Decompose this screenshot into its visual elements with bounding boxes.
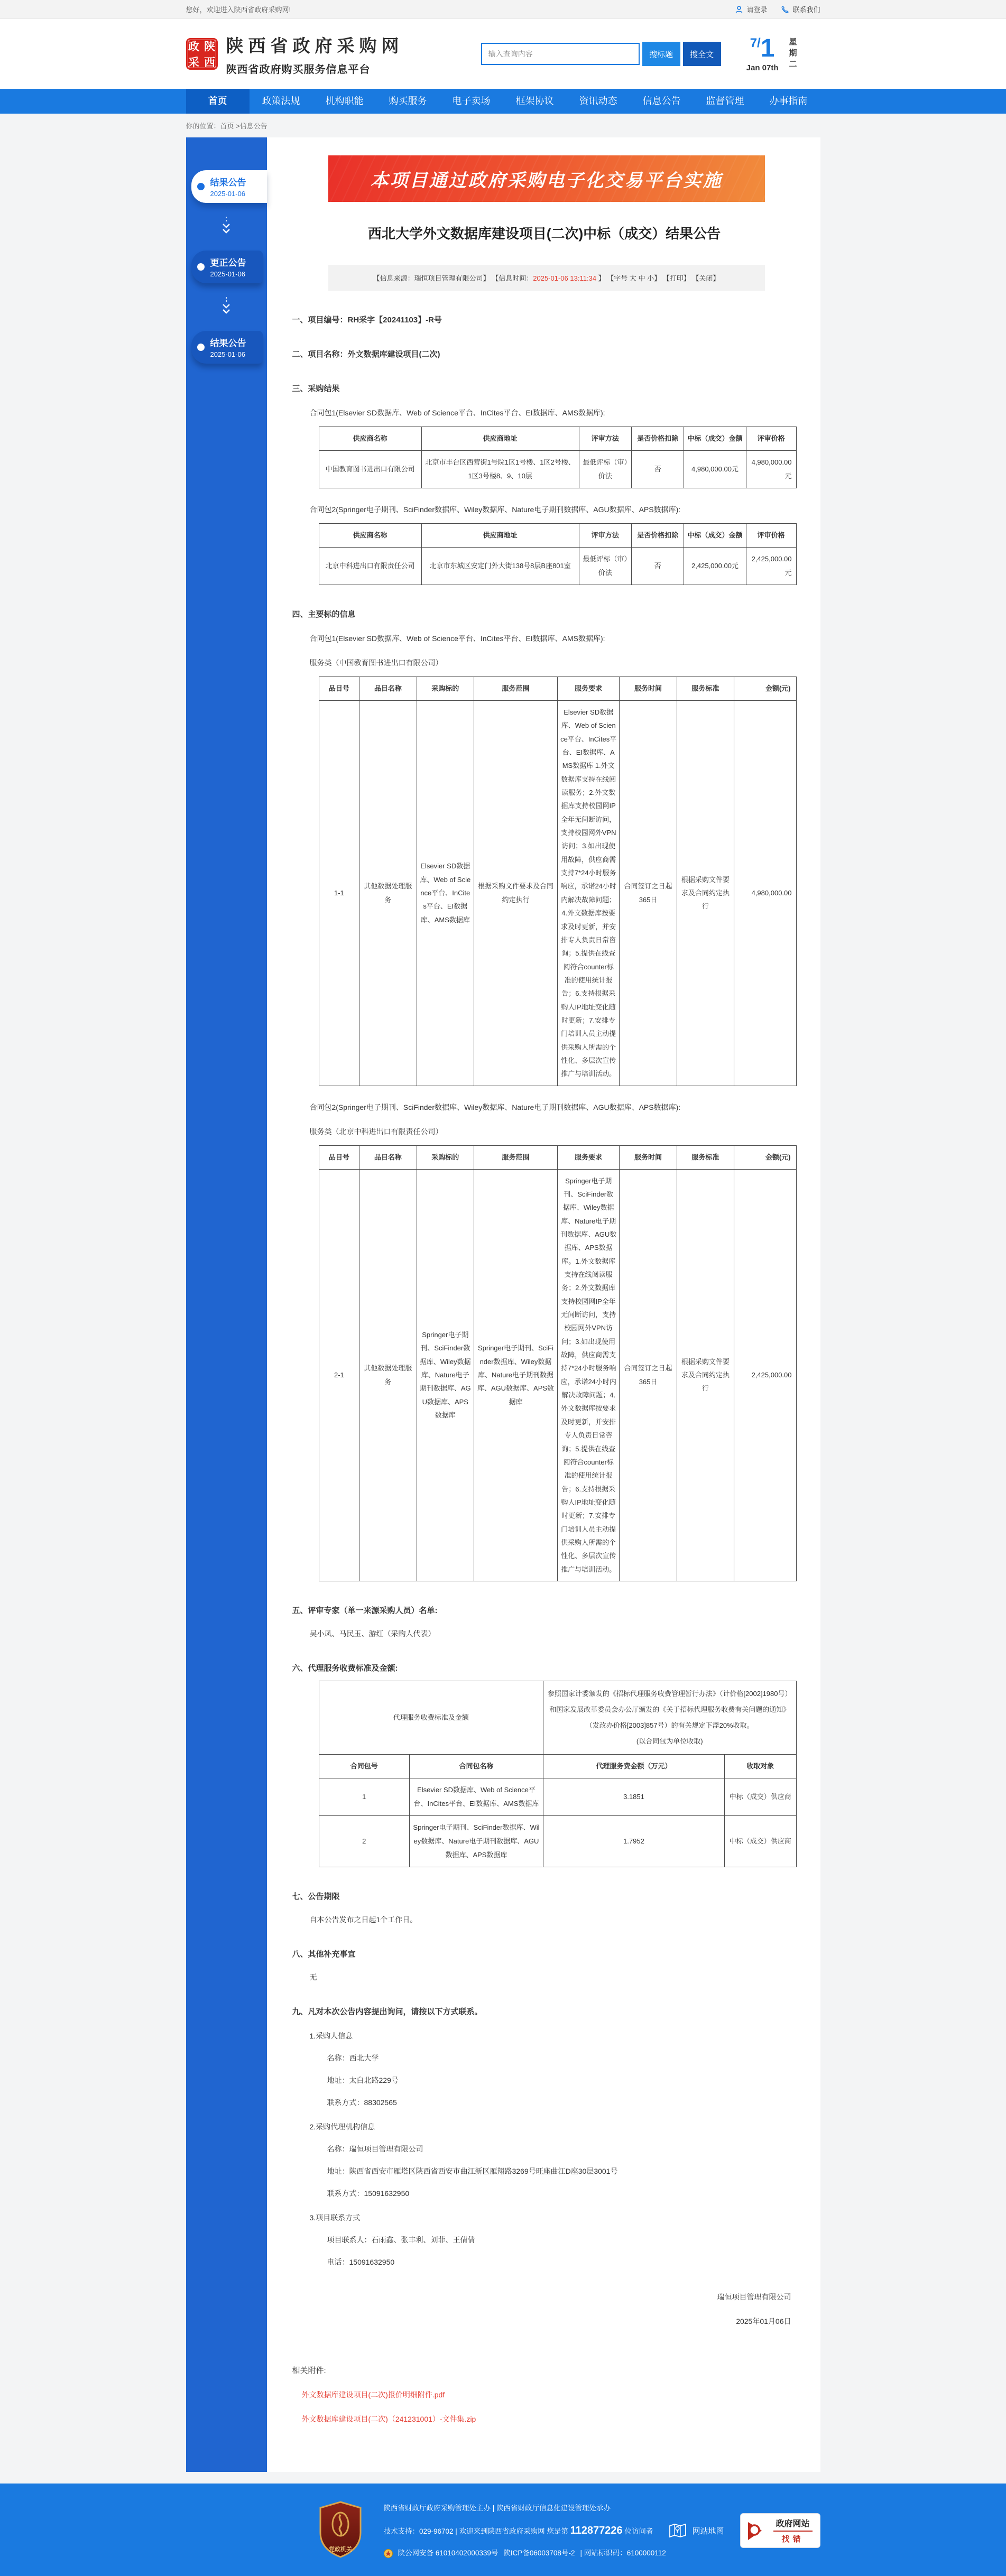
icp-filing-link[interactable]: 陕ICP备06003708号-2 xyxy=(503,2544,575,2562)
agency-fee-table: 代理服务收费标准及金额 参照国家计委颁发的《招标代理服务收费管理暂行办法》（计价格[2002]1980号）和国家发展改革委员会办公厅颁发的《关于招标代理服务收费有关问题的通知》（发改办价格[2003]857号）的有关规定下浮20%收取。 (以合同包为单位收取) 合同包号 合同包名称 代理服务费金额（万元） 收取对象 1 Elsevier SD数据库、Web of Science平台、InCites平台、EI数据库、AMS数据库 3.1851 中标（成交）供应商 2 Springer电子期刊、SciFinder数据库、Wiley数据库、Nature电子期刊数据库、AGU数据库、APS数据库 1.7952 中标（成交）供应商 xyxy=(319,1681,797,1867)
police-badge-icon xyxy=(384,2549,393,2558)
nav-home[interactable]: 首页 xyxy=(186,89,250,114)
subject-table-package2: 品目号 品目名称 采购标的 服务范围 服务要求 服务时间 服务标准 金额(元) 2-1 其他数据处理服务 Springer电子期刊、SciFinder数据库、Wiley数据库、Nature电子期刊数据库、AGU数据库、APS数据库 Springer电子期刊、SciFinder数据库、Wiley数据库、Nature电子期刊数据库、AGU数据库、APS数据库 Springer电子期刊、SciFinder数据库、Wiley数据库、Nature电子期刊数据库、AGU数据库、APS数据库。1.外文数据库支持在线阅读服务；2.外文数据库支持校园网IP全年无间断访问，支持校园网外VPN访问；3.如出现使用故障，供应商需支持7*24小时服务响应，承诺24小时内解决故障问题；4.外文数据库按要求及时更新，并安排专人负责日常咨询；5.提供在线查阅符合counter标准的使用统计报告；6.支持根据采购人IP地址变化随时更新；7.安排专门培训人员主动提供采购人所需的个性化、多层次宣传推广与培训活动。 合同签订之日起365日 根据采购文件要求及合同约定执行 2,425,000.00 xyxy=(319,1145,797,1581)
contact-us-link[interactable]: 联系我们 xyxy=(781,4,820,14)
package1-caption: 合同包1(Elsevier SD数据库、Web of Science平台、InCites平台、EI数据库、AMS数据库): xyxy=(310,407,797,418)
timeline-item-result-1[interactable]: 结果公告 2025-01-06 xyxy=(191,170,267,203)
agency-name: 名称：瑞恒项目管理有限公司 xyxy=(327,2144,797,2154)
project-contacts: 项目联系人：石雨鑫、张丰利、刘菲、王倩倩 xyxy=(327,2235,797,2245)
site-id-code: | 网站标识码：6100000112 xyxy=(580,2544,666,2562)
footer-support: 技术支持：029-96702 | 欢迎来到陕西省政府采购网 您是第 112877226 位访问者 xyxy=(384,2517,666,2544)
table-row: 2 Springer电子期刊、SciFinder数据库、Wiley数据库、Nature电子期刊数据库、AGU数据库、APS数据库 1.7952 中标（成交）供应商 xyxy=(319,1815,796,1867)
login-link[interactable]: 请登录 xyxy=(735,4,767,14)
breadcrumb-home[interactable]: 首页 xyxy=(220,122,234,130)
svg-text:党政机关: 党政机关 xyxy=(329,2545,352,2553)
section-subject-info: 四、主要标的信息 xyxy=(292,608,797,619)
experts-list: 吴小凤、马民玉、游红（采购人代表） xyxy=(310,1628,797,1639)
subject-package2-type: 服务类（北京中科进出口有限责任公司） xyxy=(310,1126,797,1137)
section-project-name: 二、项目名称：外文数据库建设项目(二次) xyxy=(292,348,797,359)
gov-site-error-report-badge[interactable]: 政府网站 找错 xyxy=(740,2513,820,2548)
subject-package1-type: 服务类（中国教育图书进出口有限公司） xyxy=(310,657,797,668)
user-icon xyxy=(735,5,743,14)
purchaser-name: 名称：西北大学 xyxy=(327,2053,797,2063)
timeline-arrow-icon xyxy=(186,283,267,331)
result-table-package2: 供应商名称 供应商地址 评审方法 是否价格扣除 中标（成交）金额 评审价格 北京中科进出口有限责任公司 北京市东城区安定门外大街138号8层B座801室 最低评标（审）价法 否 2,425,000.00元 2,425,000.00元 xyxy=(319,523,797,585)
site-header xyxy=(0,19,1006,89)
attachment-pdf-link[interactable]: 外文数据库建设项目(二次)报价明细附件.pdf xyxy=(302,2389,797,2400)
table-row: 中国教育图书进出口有限公司 北京市丰台区西营街1号院1区1号楼、1区2号楼、1区3号楼8、9、10层 最低评标（审）价法 否 4,980,000.00元 4,980,000.00元 xyxy=(319,451,796,488)
nav-supervision[interactable]: 监督管理 xyxy=(694,89,757,114)
phone-icon xyxy=(781,5,789,14)
fee-standard-desc: 参照国家计委颁发的《招标代理服务收费管理暂行办法》（计价格[2002]1980号）和国家发展改革委员会办公厅颁发的《关于招标代理服务收费有关问题的通知》（发改办价格[2003]857号）的有关规定下浮20%收取。 (以合同包为单位收取) xyxy=(543,1681,796,1754)
search-input[interactable] xyxy=(481,43,640,65)
subject-package1-caption: 合同包1(Elsevier SD数据库、Web of Science平台、InCites平台、EI数据库、AMS数据库): xyxy=(310,633,797,644)
other-matters-body: 无 xyxy=(310,1972,797,1982)
agency-phone: 联系方式：15091632950 xyxy=(327,2188,797,2199)
date-weekday: 星期二 xyxy=(787,38,798,71)
purchaser-phone: 联系方式：88302565 xyxy=(327,2097,797,2108)
search-title-button[interactable]: 搜标题 xyxy=(642,42,680,66)
subject-table-package1: 品目号 品目名称 采购标的 服务范围 服务要求 服务时间 服务标准 金额(元) 1-1 其他数据处理服务 Elsevier SD数据库、Web of Science平台、InCites平台、EI数据库、AMS数据库 根据采购文件要求及合同约定执行 Elsevier SD数据库、Web of Science平台、InCites平台、EI数据库、AMS数据库 1.外文数据库支持在线阅读服务；2.外文数据库支持校园网IP全年无间断访问，支持校园网外VPN访问；3.如出现使用故障，供应商需支持7*24小时服务响应，承诺24小时内解决故障问题；4.外文数据库按要求及时更新，并安排专人负责日常咨询；5.提供在线查阅符合counter标准的使用统计报告；6.支持根据采购人IP地址变化随时更新；7.安排专门培训人员主动提供采购人所需的个性化、多层次宣传推广与培训活动。 合同签订之日起365日 根据采购文件要求及合同约定执行 4,980,000.00 xyxy=(319,677,797,1086)
date-widget xyxy=(746,36,820,72)
party-government-badge-icon xyxy=(317,2501,364,2561)
article-meta-bar: 【信息来源：瑞恒项目管理有限公司】 【信息时间：2025-01-06 13:11:34 】 【字号 大 中 小】 【打印】 【关闭】 xyxy=(328,265,765,291)
breadcrumb-current[interactable]: 信息公告 xyxy=(240,122,267,130)
section-project-number: 一、项目编号：RH采字【20241103】-R号 xyxy=(292,314,797,325)
nav-news[interactable]: 资讯动态 xyxy=(567,89,630,114)
visitor-count: 112877226 xyxy=(570,2525,623,2536)
announcement-period-body: 自本公告发布之日起1个工作日。 xyxy=(310,1914,797,1925)
close-button[interactable]: 【关闭】 xyxy=(692,274,719,282)
site-subtitle: 陕西省政府购买服务信息平台 xyxy=(226,61,404,76)
nav-e-mall[interactable]: 电子卖场 xyxy=(440,89,503,114)
section-agency-fee: 六、代理服务收费标准及金额: xyxy=(292,1662,797,1673)
fee-standard-label: 代理服务收费标准及金额 xyxy=(319,1681,543,1754)
public-security-filing-link[interactable]: 陕公网安备 61010402000339号 xyxy=(398,2544,499,2562)
date-english: Jan 07th xyxy=(746,63,779,72)
section-contact: 九、凡对本次公告内容提出询问，请按以下方式联系。 xyxy=(292,2006,797,2017)
package2-caption: 合同包2(Springer电子期刊、SciFinder数据库、Wiley数据库、Nature电子期刊数据库、AGU数据库、APS数据库): xyxy=(310,504,797,515)
platform-banner: 本项目通过政府采购电子化交易平台实施 xyxy=(328,155,765,202)
date-month: 7/ xyxy=(750,36,761,50)
section-announcement-period: 七、公告期限 xyxy=(292,1891,797,1902)
nav-framework-agreement[interactable]: 框架协议 xyxy=(503,89,567,114)
main-nav xyxy=(0,89,1006,114)
site-title: 陕西省政府采购网 xyxy=(226,32,404,57)
magnifier-icon xyxy=(746,2519,767,2542)
signoff xyxy=(292,2292,797,2327)
announcement-timeline xyxy=(186,137,267,2472)
site-footer xyxy=(0,2484,1006,2576)
sitemap-link[interactable]: 网站地图 xyxy=(669,2523,724,2538)
purchaser-info-heading: 1.采购人信息 xyxy=(310,2031,797,2041)
breadcrumb: 你的位置：首页 >信息公告 xyxy=(186,114,820,137)
purchaser-address: 地址：太白北路229号 xyxy=(327,2075,797,2086)
project-phone: 电话：15091632950 xyxy=(327,2257,797,2267)
attachments-label: 相关附件: xyxy=(292,2365,797,2376)
section-other-matters: 八、其他补充事宜 xyxy=(292,1948,797,1959)
site-logo[interactable]: 政 陕 采 西 xyxy=(186,38,218,70)
signoff-company: 瑞恒项目管理有限公司 xyxy=(292,2292,791,2302)
top-bar xyxy=(0,0,1006,19)
info-time: 2025-01-06 13:11:34 xyxy=(533,274,596,282)
project-contact-heading: 3.项目联系方式 xyxy=(310,2212,797,2223)
table-row: 北京中科进出口有限责任公司 北京市东城区安定门外大街138号8层B座801室 最低评标（审）价法 否 2,425,000.00元 2,425,000.00元 xyxy=(319,548,796,585)
nav-purchase-services[interactable]: 购买服务 xyxy=(376,89,440,114)
timeline-item-result-2[interactable]: 结果公告 2025-01-06 xyxy=(191,331,263,364)
date-day: 1 xyxy=(761,34,775,62)
welcome-text: 您好，欢迎进入陕西省政府采购网! xyxy=(186,4,291,14)
table-row: 1 Elsevier SD数据库、Web of Science平台、InCites平台、EI数据库、AMS数据库 3.1851 中标（成交）供应商 xyxy=(319,1778,796,1815)
section-experts: 五、评审专家（单一来源采购人员）名单: xyxy=(292,1605,797,1616)
result-table-package1: 供应商名称 供应商地址 评审方法 是否价格扣除 中标（成交）金额 评审价格 中国教育图书进出口有限公司 北京市丰台区西营街1号院1区1号楼、1区2号楼、1区3号楼8、9、10层 最低评标（审）价法 否 4,980,000.00元 4,980,000.00元 xyxy=(319,427,797,488)
nav-guide[interactable]: 办事指南 xyxy=(757,89,820,114)
font-size-控制[interactable]: 【字号 大 中 小】 xyxy=(607,274,661,282)
timeline-arrow-icon xyxy=(186,203,267,251)
announcement-article xyxy=(267,137,820,2472)
table-row: 2-1 其他数据处理服务 Springer电子期刊、SciFinder数据库、Wiley数据库、Nature电子期刊数据库、AGU数据库、APS数据库 Springer电子期刊、SciFinder数据库、Wiley数据库、Nature电子期刊数据库、AGU数据库、APS数据库 Springer电子期刊、SciFinder数据库、Wiley数据库、Nature电子期刊数据库、AGU数据库、APS数据库。1.外文数据库支持在线阅读服务；2.外文数据库支持校园网IP全年无间断访问，支持校园网外VPN访问；3.如出现使用故障，供应商需支持7*24小时服务响应，承诺24小时内解决故障问题；4.外文数据库按要求及时更新，并安排专人负责日常咨询；5.提供在线查阅符合counter标准的使用统计报告；6.支持根据采购人IP地址变化随时更新；7.安排专门培训人员主动提供采购人所需的个性化、多层次宣传推广与培训活动。 合同签订之日起365日 根据采购文件要求及合同约定执行 2,425,000.00 xyxy=(319,1169,796,1581)
agency-address: 地址：陕西省西安市雁塔区陕西省西安市曲江新区雁翔路3269号旺座曲江D座30层3001号 xyxy=(327,2166,797,2176)
nav-functions[interactable]: 机构职能 xyxy=(313,89,376,114)
nav-policies[interactable]: 政策法规 xyxy=(250,89,313,114)
search-fulltext-button[interactable]: 搜全文 xyxy=(683,42,721,66)
agency-info-heading: 2.采购代理机构信息 xyxy=(310,2121,797,2132)
attachment-zip-link[interactable]: 外文数据库建设项目(二次)（241231001）-文件集.zip xyxy=(302,2414,797,2424)
info-source: 【信息来源：瑞恒项目管理有限公司】 xyxy=(373,274,490,282)
page-title: 西北大学外文数据库建设项目(二次)中标（成交）结果公告 xyxy=(292,223,797,243)
subject-package2-caption: 合同包2(Springer电子期刊、SciFinder数据库、Wiley数据库、Nature电子期刊数据库、AGU数据库、APS数据库): xyxy=(310,1102,797,1113)
footer-organizer: 陕西省财政厅政府采购管理处主办 | 陕西省财政厅信息化建设管理处承办 xyxy=(384,2499,666,2517)
timeline-item-correction[interactable]: 更正公告 2025-01-06 xyxy=(191,251,263,283)
nav-announcements[interactable]: 信息公告 xyxy=(630,89,694,114)
signoff-date: 2025年01月06日 xyxy=(292,2316,791,2327)
table-row: 1-1 其他数据处理服务 Elsevier SD数据库、Web of Science平台、InCites平台、EI数据库、AMS数据库 根据采购文件要求及合同约定执行 Elsevier SD数据库、Web of Science平台、InCites平台、EI数据库、AMS数据库 1.外文数据库支持在线阅读服务；2.外文数据库支持校园网IP全年无间断访问，支持校园网外VPN访问；3.如出现使用故障，供应商需支持7*24小时服务响应，承诺24小时内解决故障问题；4.外文数据库按要求及时更新，并安排专人负责日常咨询；5.提供在线查阅符合counter标准的使用统计报告；6.支持根据采购人IP地址变化随时更新；7.安排专门培训人员主动提供采购人所需的个性化、多层次宣传推广与培训活动。 合同签订之日起365日 根据采购文件要求及合同约定执行 4,980,000.00 xyxy=(319,701,796,1086)
print-button[interactable]: 【打印】 xyxy=(663,274,690,282)
map-icon xyxy=(669,2523,687,2538)
section-procurement-result: 三、采购结果 xyxy=(292,383,797,394)
